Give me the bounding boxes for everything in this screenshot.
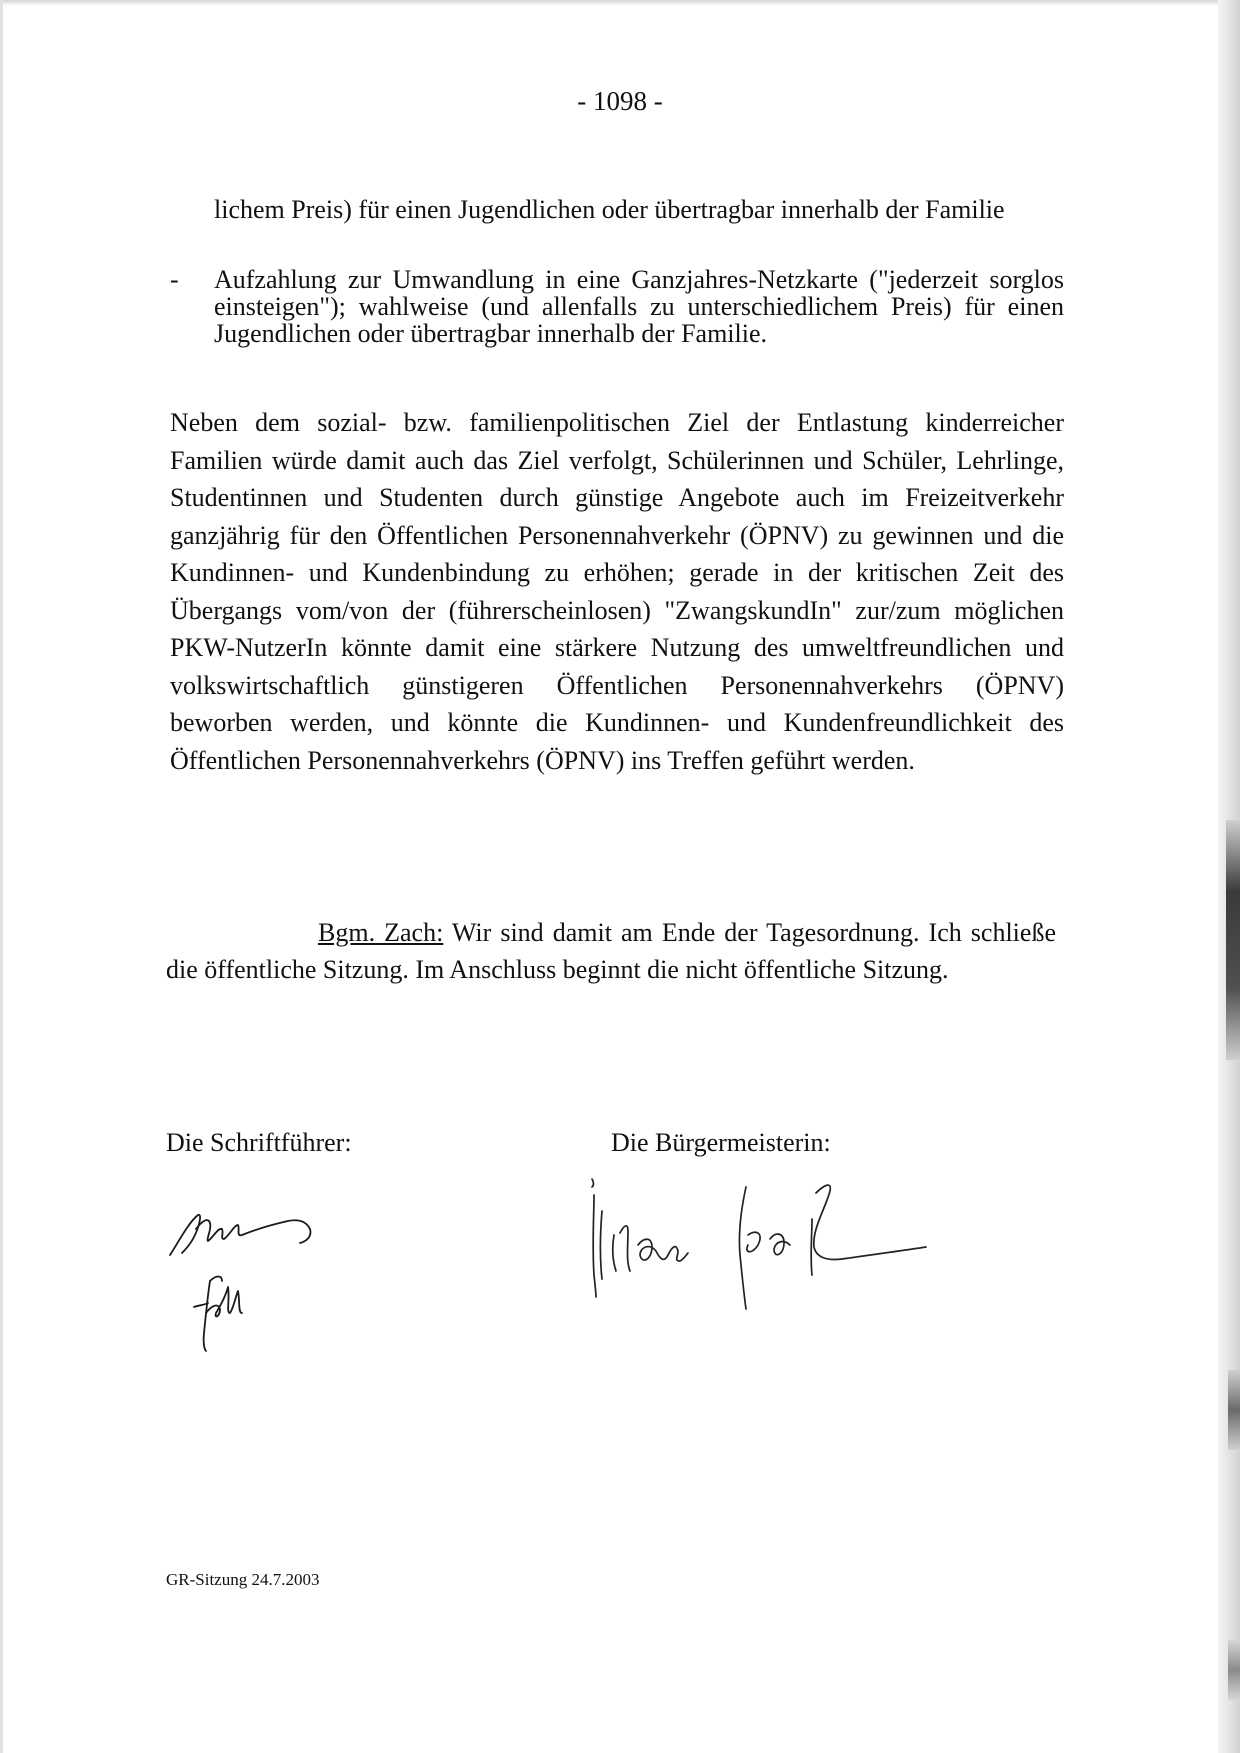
secretary-label: Die Schriftführer: bbox=[166, 1128, 352, 1157]
list-bullet: - bbox=[170, 265, 179, 294]
closing-statement bbox=[166, 914, 1056, 988]
secretary-signatures bbox=[160, 1195, 360, 1355]
closing-statement-text: Wir sind damit am Ende der Tagesordnung. Ich schließe die öffentliche Sitzung. Im Anschluss beginnt die nicht öffentliche Sitzung. bbox=[166, 918, 1056, 984]
mayor-label: Die Bürgermeisterin: bbox=[611, 1128, 831, 1157]
scan-edge-top bbox=[0, 0, 1240, 6]
footer-meeting-date: GR-Sitzung 24.7.2003 bbox=[166, 1570, 320, 1589]
list-item bbox=[170, 266, 1064, 347]
scan-shadow-1 bbox=[1226, 820, 1240, 1060]
scan-shadow-2 bbox=[1228, 1370, 1240, 1450]
main-paragraph: Neben dem sozial- bzw. familienpolitischen Ziel der Entlastung kinderreicher Familien würde damit auch das Ziel verfolgt, Schülerinnen und Schüler, Lehrlinge, Studentinnen und Studenten durch günstige Angebote auch im Freizeitverkehr ganzjährig für den Öffentlichen Personennahverkehr (ÖPNV) zu gewinnen und die Kundinnen- und Kundenbindung zu erhöhen; gerade in der kritischen Zeit des Übergangs vom/von der (führerscheinlosen) "ZwangskundIn" zur/zum möglichen PKW-NutzerIn könnte damit eine stärkere Nutzung des umweltfreundlichen und volkswirtschaftlich günstigeren Öffentlichen Personennahverkehrs (ÖPNV) beworben werden, und könnte die Kundinnen- und Kundenfreundlichkeit des Öffentlichen Personennahverkehrs (ÖPNV) ins Treffen geführt werden. bbox=[170, 408, 1064, 775]
list-continuation-text: lichem Preis) für einen Jugendlichen oder übertragbar innerhalb der Familie bbox=[214, 195, 1005, 224]
scan-edge-left bbox=[0, 0, 3, 1753]
list-item-text: Aufzahlung zur Umwandlung in eine Ganzjahres-Netzkarte ("jederzeit sorglos einsteigen"); wahlweise (und allenfalls zu unterschiedlichem Preis) für einen Jugendlichen oder übertragbar innerhalb der Familie. bbox=[214, 265, 1064, 348]
page-number: - 1098 - bbox=[577, 86, 663, 116]
mayor-signature bbox=[580, 1175, 940, 1315]
scan-edge-right bbox=[1218, 0, 1240, 1753]
scan-shadow-3 bbox=[1228, 1640, 1240, 1700]
speaker-name: Bgm. Zach: bbox=[318, 918, 444, 947]
